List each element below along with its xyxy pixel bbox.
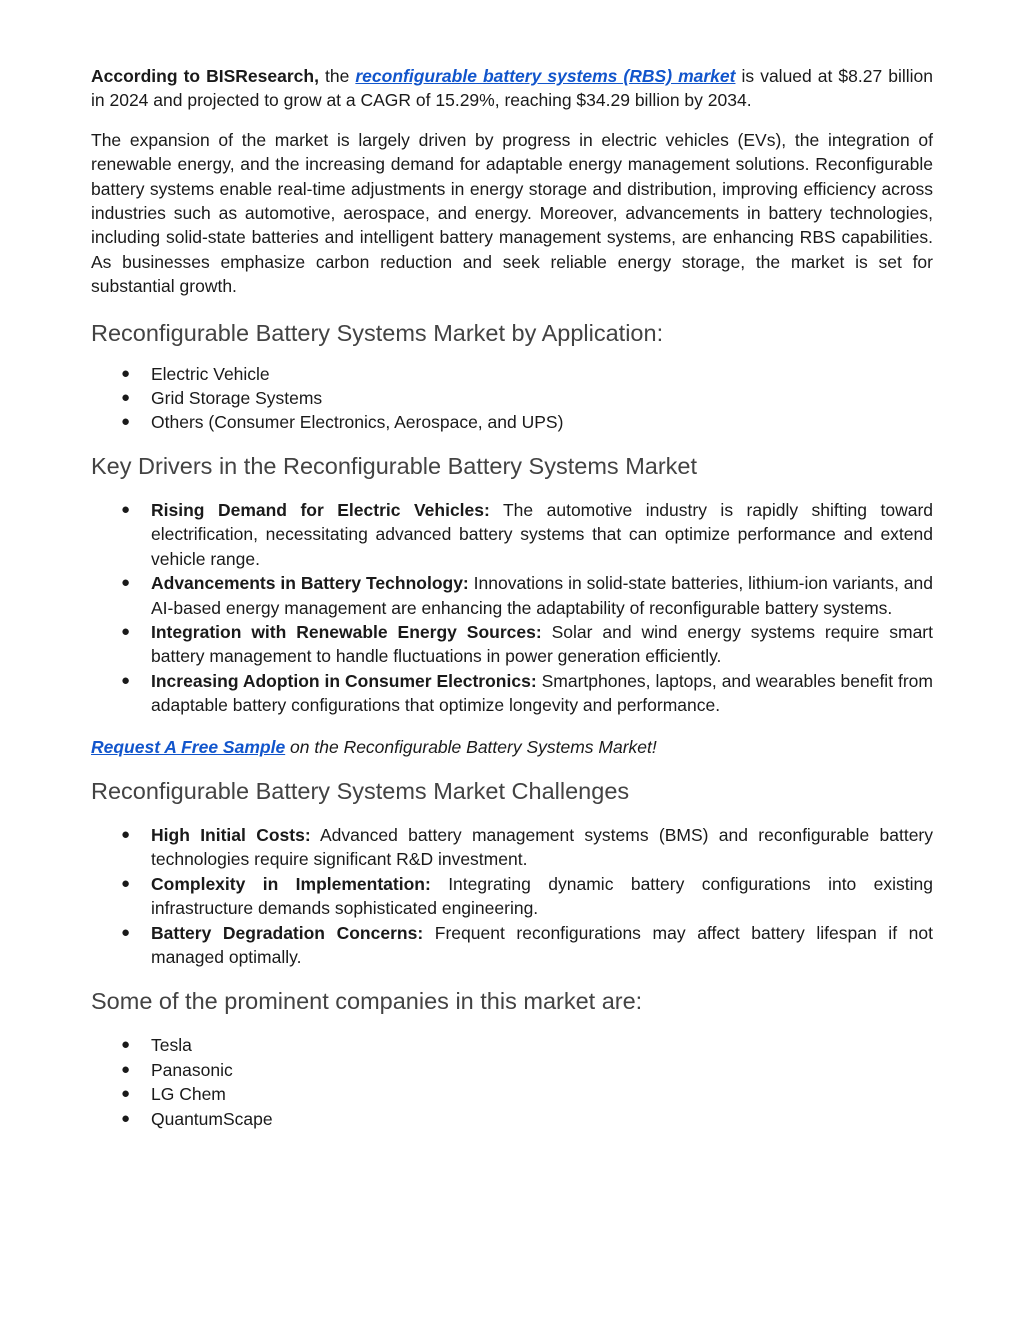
list-item [121,1082,933,1106]
bullet-icon: ● [121,923,131,941]
bullet-icon: ● [121,622,131,640]
list-item-text: Grid Storage Systems [151,388,323,409]
list-item [121,1058,933,1082]
bullet-icon: ● [121,389,131,407]
application-heading: Reconfigurable Battery Systems Market by Application: [91,319,664,346]
list-item-title: High Initial Costs: [151,824,311,845]
list-item [121,410,933,434]
bullet-icon: ● [121,1060,131,1078]
list-item-text: Tesla [151,1035,192,1056]
list-item-title: Increasing Adoption in Consumer Electronics: [151,670,537,691]
bullet-icon: ● [121,574,131,592]
sample-text: on the Reconfigurable Battery Systems Market! [285,736,657,757]
intro-text-before-link: the [318,66,356,86]
list-item-text: Panasonic [151,1059,233,1080]
list-item [121,386,933,410]
list-item-text: Frequent reconfigurations may affect battery lifespan if not managed optimally. [151,922,933,967]
list-item-text: Smartphones, laptops, and wearables benefit from adaptable battery configurations that optimize longevity and performance. [151,670,933,716]
list-item [121,571,933,620]
list-item-title: Integration with Renewable Energy Sources: [151,621,542,642]
application-list [91,362,933,435]
list-item-title: Advancements in Battery Technology: [151,573,469,594]
list-item-title: Complexity in Implementation: [151,873,431,894]
bullet-icon: ● [121,500,131,518]
list-item-text: Solar and wind energy systems require smart battery management to handle fluctuations in power generation efficiently. [151,621,933,667]
list-item [121,1033,933,1057]
drivers-list [91,498,933,718]
list-item [121,498,934,571]
list-item-text: Others (Consumer Electronics, Aerospace, and UPS) [151,412,564,433]
bullet-icon: ● [121,364,131,382]
drivers-heading: Key Drivers in the Reconfigurable Battery Systems Market [91,452,698,479]
list-item [121,872,934,921]
list-item-text: QuantumScape [151,1108,273,1129]
challenges-heading: Reconfigurable Battery Systems Market Challenges [91,777,630,804]
list-item-text: LG Chem [151,1084,226,1105]
sample-line [91,735,933,759]
bullet-icon: ● [121,413,131,431]
challenges-list [91,823,933,969]
list-item-text: Advanced battery management systems (BMS) and reconfigurable battery technologies require significant R&D investment. [151,824,934,870]
companies-heading: Some of the prominent companies in this market are: [91,988,643,1015]
bullet-icon: ● [121,671,131,689]
list-item-title: Battery Degradation Concerns: [151,922,424,943]
list-item [121,921,933,970]
bullet-icon: ● [121,874,131,892]
companies-list [91,1033,933,1131]
list-item [121,362,933,386]
list-item-text: Innovations in solid-state batteries, lithium-ion variants, and AI-based energy management are enhancing the adaptability of reconfigurable battery systems. [151,573,933,618]
list-item-title: Rising Demand for Electric Vehicles: [151,499,490,520]
request-sample-link[interactable]: Request A Free Sample [91,736,286,757]
intro-text-after-link: is valued at $8.27 billion in 2024 and projected to grow at a CAGR of 15.29%, reaching $34.29 billion by 2034. [91,66,934,111]
list-item [121,823,934,872]
bullet-icon: ● [121,1036,131,1054]
intro-paragraph [91,64,933,113]
list-item [121,1107,933,1131]
list-item-text: Integrating dynamic battery configurations into existing infrastructure demands sophisticated engineering. [151,873,934,919]
rbs-market-link[interactable]: reconfigurable battery systems (RBS) market [355,66,736,86]
expansion-paragraph: The expansion of the market is largely driven by progress in electric vehicles (EVs), the integration of renewable energy, and the increasing demand for adaptable energy management solutions. Reconfigurable battery systems enable real-time adjustments in energy storage and distribution, improving efficiency across industries such as automotive, aerospace, and energy. Moreover, advancements in battery technologies, including solid-state batteries and intelligent battery management systems, are enhancing RBS capabilities. As businesses emphasize carbon reduction and seek reliable energy storage, the market is set for substantial growth. [91,129,933,297]
list-item-text: The automotive industry is rapidly shifting toward electrification, necessitating advanced battery systems that can optimize performance and extend vehicle range. [151,499,934,569]
list-item [121,620,933,669]
list-item-text: Electric Vehicle [151,363,270,384]
bullet-icon: ● [121,1109,131,1127]
list-item [121,669,933,718]
bullet-icon: ● [121,1085,131,1103]
bullet-icon: ● [121,825,131,843]
intro-lead: According to BISResearch, [91,66,319,86]
